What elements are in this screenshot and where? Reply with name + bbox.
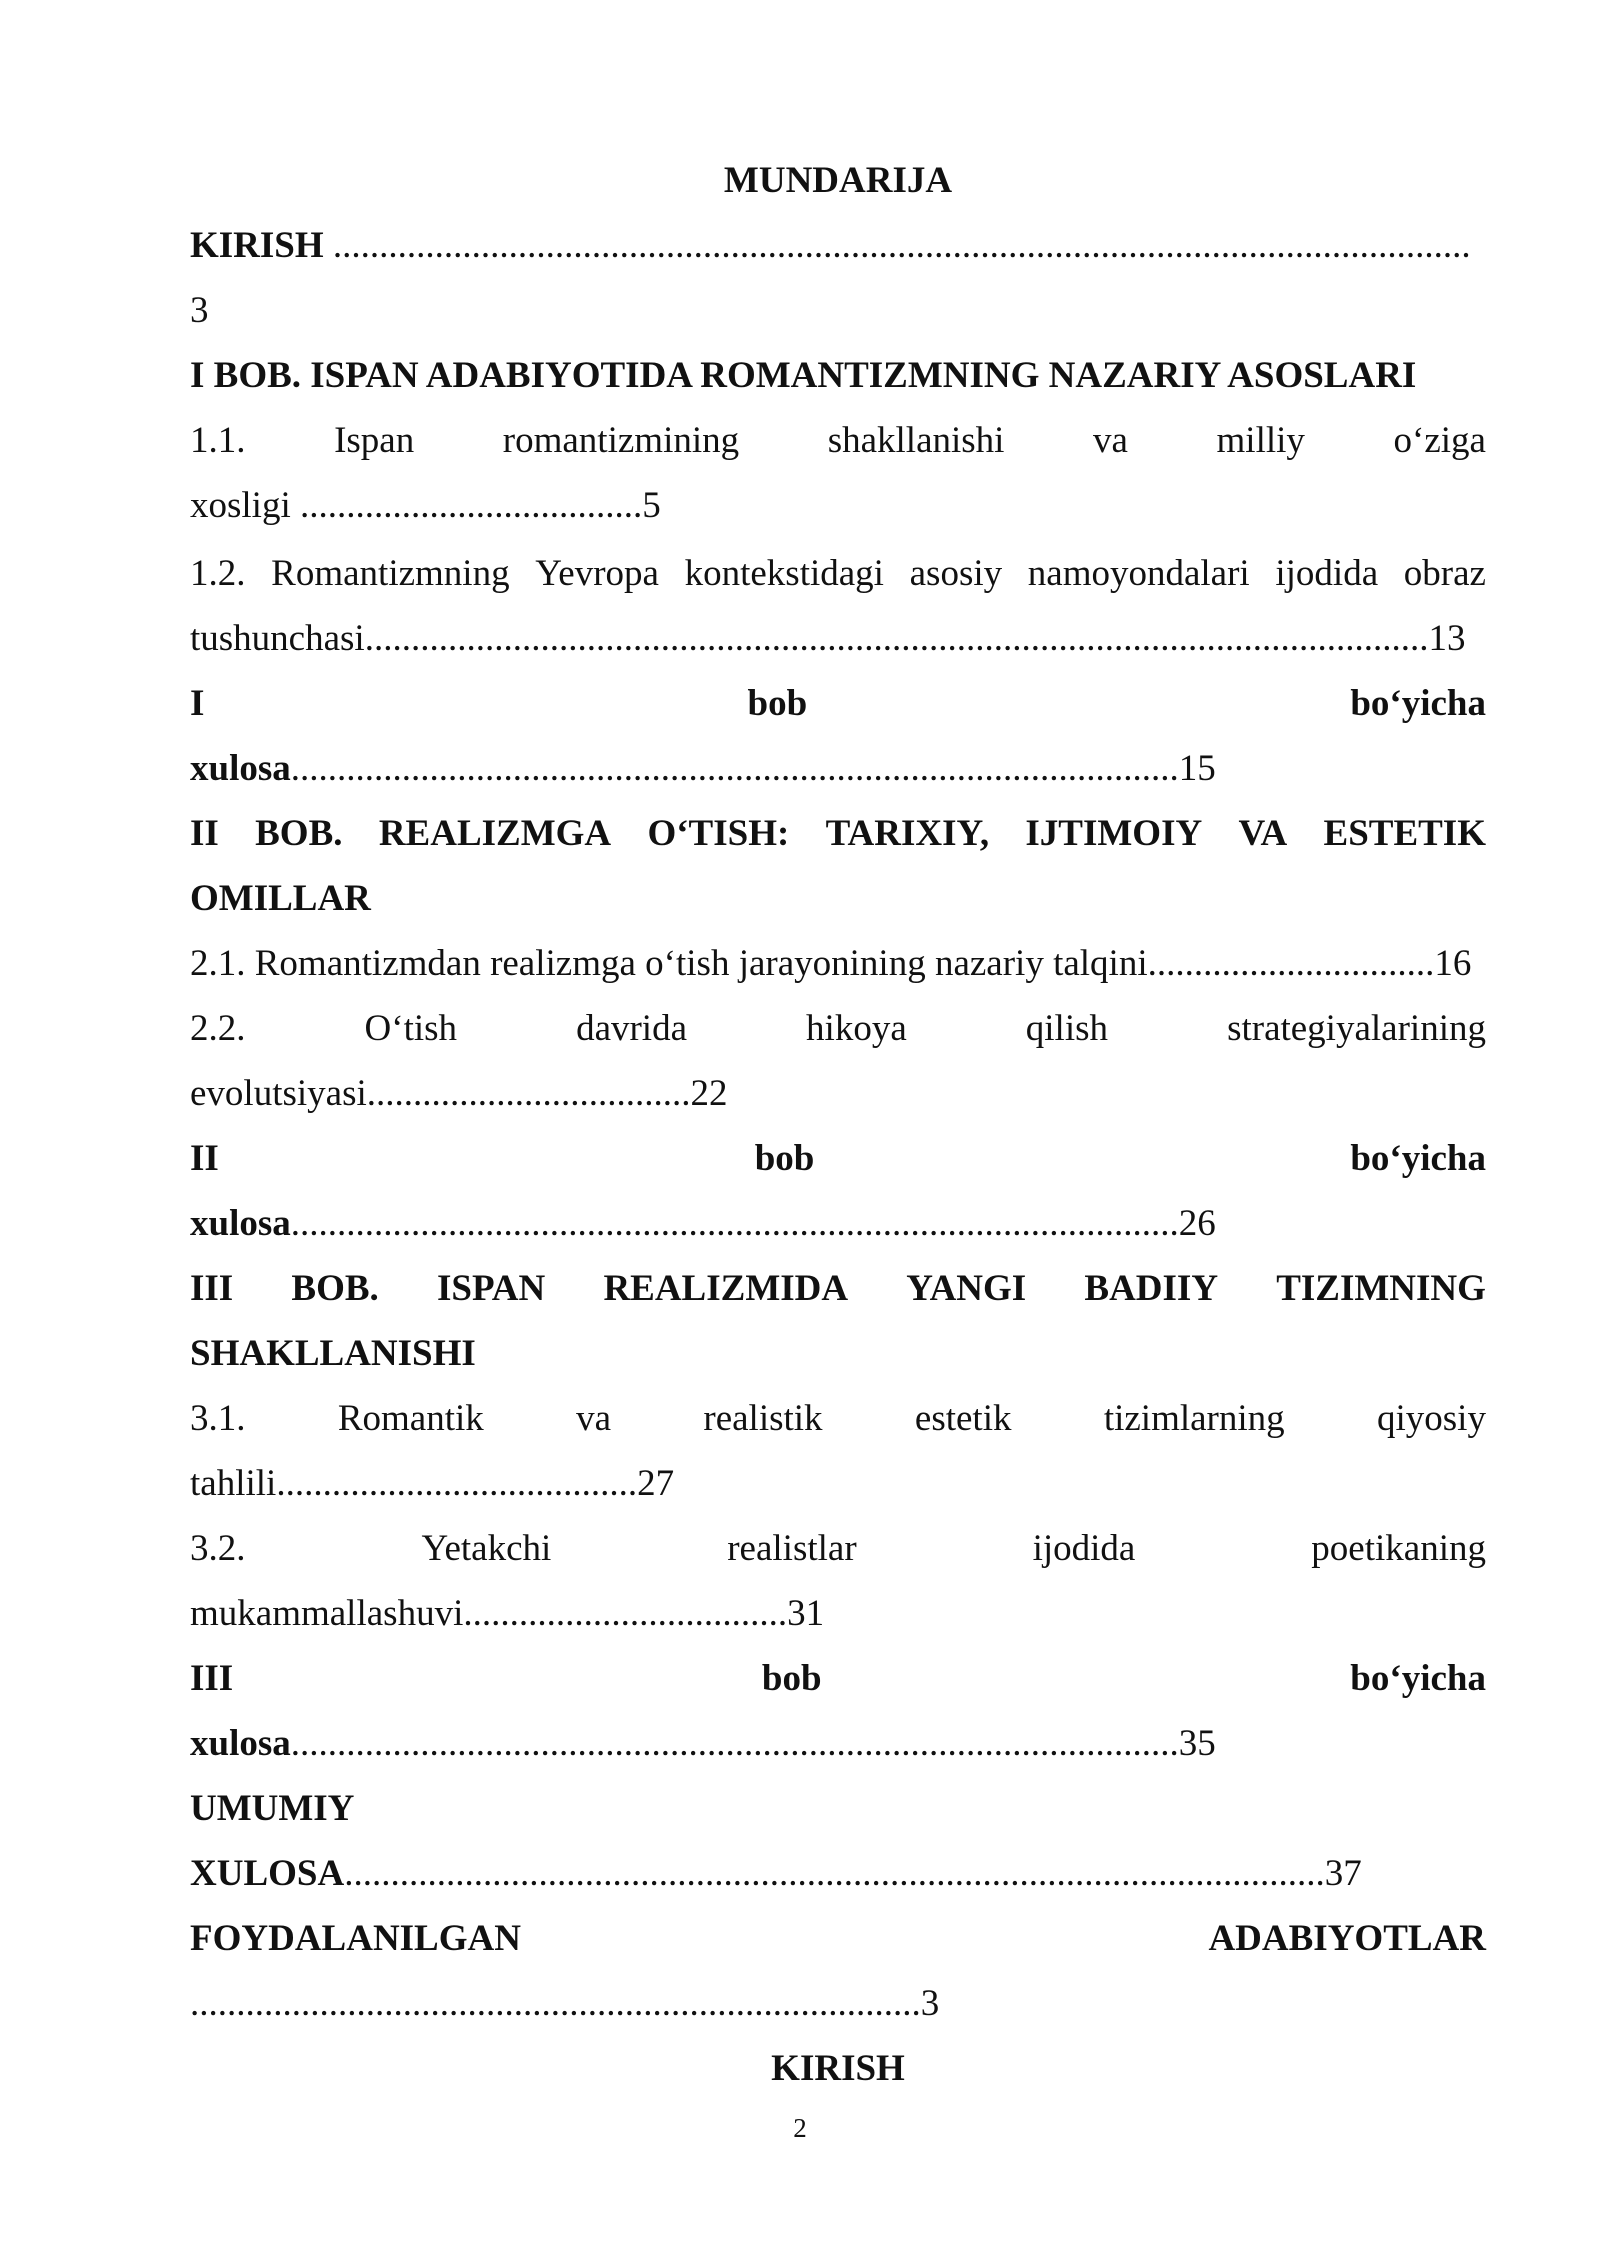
toc-entry-1-1-cont[interactable] bbox=[190, 473, 1486, 538]
toc-chapter-3-heading-cont[interactable]: SHAKLLANISHI bbox=[190, 1333, 476, 1374]
toc-word: ISPAN bbox=[436, 1268, 546, 1309]
toc-word: tizimlarning bbox=[1103, 1398, 1285, 1439]
toc-word: va bbox=[576, 1398, 612, 1439]
toc-entry-page: 27 bbox=[637, 1463, 675, 1504]
toc-chapter-1-conclusion[interactable] bbox=[190, 671, 1486, 736]
toc-word: III bbox=[190, 1268, 234, 1309]
toc-word: estetik bbox=[914, 1398, 1012, 1439]
toc-word: II bbox=[190, 1138, 219, 1179]
toc-entry-2-1[interactable] bbox=[190, 931, 1486, 996]
toc-entry-page: 3 bbox=[920, 1983, 940, 2024]
toc-word: bo‘yicha bbox=[1350, 1138, 1486, 1179]
toc-entry-text: mukammallashuvi................................... bbox=[190, 1593, 788, 1634]
toc-chapter-1-conclusion-cont[interactable] bbox=[190, 736, 1486, 801]
toc-word: Romantik bbox=[337, 1398, 484, 1439]
toc-word: bob bbox=[761, 1658, 822, 1699]
toc-entry-2-2-cont[interactable] bbox=[190, 1061, 1486, 1126]
toc-entry-1-1[interactable] bbox=[190, 408, 1486, 473]
toc-entry-label: XULOSA bbox=[190, 1853, 345, 1894]
toc-entry-page: 26 bbox=[1178, 1203, 1216, 1244]
toc-entry-3-1-cont[interactable] bbox=[190, 1451, 1486, 1516]
table-of-contents bbox=[190, 148, 1486, 2101]
toc-word: obraz bbox=[1403, 553, 1486, 594]
toc-word: Yevropa bbox=[535, 553, 659, 594]
toc-word: REALIZMIDA bbox=[603, 1268, 849, 1309]
toc-chapter-3-conclusion[interactable] bbox=[190, 1646, 1486, 1711]
toc-references-heading[interactable] bbox=[190, 1906, 1486, 1971]
toc-word: hikoya bbox=[806, 1008, 907, 1049]
toc-leader-dots: ................................................................................................ bbox=[290, 1203, 1179, 1244]
toc-word: YANGI bbox=[906, 1268, 1027, 1309]
toc-entry-page: 31 bbox=[787, 1593, 825, 1634]
page-number: 2 bbox=[793, 2113, 807, 2143]
toc-entry-page: 15 bbox=[1178, 748, 1216, 789]
toc-word: BADIIY bbox=[1084, 1268, 1219, 1309]
toc-word: O‘tish bbox=[364, 1008, 458, 1049]
toc-word: 2.2. bbox=[190, 1008, 246, 1049]
toc-word: namoyondalari bbox=[1027, 553, 1250, 594]
toc-entry-3-2-cont[interactable] bbox=[190, 1581, 1486, 1646]
toc-word: 3.1. bbox=[190, 1398, 246, 1439]
toc-word: realistlar bbox=[727, 1528, 857, 1569]
toc-word: strategiyalarining bbox=[1227, 1008, 1486, 1049]
toc-word: ADABIYOTLAR bbox=[1208, 1918, 1486, 1959]
toc-word: II bbox=[190, 813, 219, 854]
toc-entry-page: 37 bbox=[1324, 1853, 1362, 1894]
toc-entry-label: xulosa bbox=[190, 1203, 291, 1244]
toc-entry-page: 5 bbox=[642, 485, 661, 526]
toc-word: bob bbox=[747, 683, 808, 724]
toc-entry-page: 13 bbox=[1428, 618, 1466, 659]
toc-chapter-2-conclusion-cont[interactable] bbox=[190, 1191, 1486, 1256]
toc-word: qiyosiy bbox=[1377, 1398, 1486, 1439]
toc-entry-label: xulosa bbox=[190, 1723, 291, 1764]
toc-entry-2-2[interactable] bbox=[190, 996, 1486, 1061]
toc-word: realistik bbox=[703, 1398, 823, 1439]
toc-chapter-2-conclusion[interactable] bbox=[190, 1126, 1486, 1191]
toc-entry-text: tahlili....................................... bbox=[190, 1463, 638, 1504]
toc-entry-kirish[interactable] bbox=[190, 213, 1486, 278]
toc-leader-dots: ............................... bbox=[1147, 943, 1435, 984]
toc-chapter-3-conclusion-cont[interactable] bbox=[190, 1711, 1486, 1776]
toc-word: O‘TISH: bbox=[647, 813, 790, 854]
toc-word: FOYDALANILGAN bbox=[190, 1918, 521, 1959]
toc-word: 3.2. bbox=[190, 1528, 246, 1569]
toc-entry-text: evolutsiyasi................................... bbox=[190, 1073, 691, 1114]
toc-word: milliy bbox=[1216, 420, 1305, 461]
toc-word: TARIXIY, bbox=[825, 813, 990, 854]
toc-word: ESTETIK bbox=[1323, 813, 1486, 854]
toc-chapter-1-heading[interactable]: I BOB. ISPAN ADABIYOTIDA ROMANTIZMNING NAZARIY ASOSLARI bbox=[190, 355, 1417, 396]
toc-references-cont[interactable] bbox=[190, 1971, 1486, 2036]
toc-leader-dots: ........................................................................................................................... bbox=[323, 225, 1471, 266]
toc-word: Yetakchi bbox=[421, 1528, 552, 1569]
toc-leader-dots: ................................................................................................ bbox=[290, 1723, 1179, 1764]
toc-word: o‘ziga bbox=[1393, 420, 1486, 461]
toc-entry-text: xosligi ..................................... bbox=[190, 485, 643, 526]
next-section-heading: KIRISH bbox=[771, 2048, 905, 2089]
toc-entry-page: 16 bbox=[1434, 943, 1472, 984]
toc-entry-page: 35 bbox=[1178, 1723, 1216, 1764]
toc-word: davrida bbox=[576, 1008, 688, 1049]
toc-chapter-2-heading-cont[interactable]: OMILLAR bbox=[190, 878, 371, 919]
toc-entry-label: xulosa bbox=[190, 748, 291, 789]
toc-chapter-2-heading[interactable] bbox=[190, 801, 1486, 866]
toc-word: asosiy bbox=[909, 553, 1003, 594]
toc-word: bo‘yicha bbox=[1350, 683, 1486, 724]
toc-leader-dots: ............................................................................... bbox=[190, 1983, 921, 2024]
toc-entry-3-2[interactable] bbox=[190, 1516, 1486, 1581]
toc-chapter-3-heading[interactable] bbox=[190, 1256, 1486, 1321]
toc-word: III bbox=[190, 1658, 234, 1699]
toc-entry-label: KIRISH bbox=[190, 225, 324, 266]
toc-word: Ispan bbox=[334, 420, 415, 461]
toc-title: MUNDARIJA bbox=[723, 160, 953, 201]
toc-word: 1.1. bbox=[190, 420, 246, 461]
toc-word: I bbox=[190, 683, 205, 724]
toc-word: poetikaning bbox=[1311, 1528, 1486, 1569]
toc-word: TIZIMNING bbox=[1276, 1268, 1486, 1309]
toc-word: REALIZMGA bbox=[378, 813, 612, 854]
toc-word: bo‘yicha bbox=[1350, 1658, 1486, 1699]
toc-word: romantizmining bbox=[502, 420, 740, 461]
toc-leader-dots: ................................................................................................ bbox=[290, 748, 1179, 789]
toc-word: qilish bbox=[1025, 1008, 1109, 1049]
toc-word: 1.2. bbox=[190, 553, 246, 594]
toc-word: BOB. bbox=[255, 813, 343, 854]
toc-word: IJTIMOIY bbox=[1025, 813, 1203, 854]
toc-word: VA bbox=[1238, 813, 1288, 854]
toc-entry-text: 2.1. Romantizmdan realizmga o‘tish jarayonining nazariy talqini bbox=[190, 943, 1148, 984]
toc-entry-page: 3 bbox=[190, 290, 209, 331]
toc-word: Romantizmning bbox=[271, 553, 510, 594]
toc-entry-3-1[interactable] bbox=[190, 1386, 1486, 1451]
toc-general-conclusion-heading[interactable]: UMUMIY bbox=[190, 1788, 355, 1829]
toc-word: kontekstidagi bbox=[684, 553, 884, 594]
toc-word: ijodida bbox=[1275, 553, 1379, 594]
toc-word: BOB. bbox=[291, 1268, 379, 1309]
toc-entry-text: tushunchasi................................................................................................................... bbox=[190, 618, 1429, 659]
toc-word: va bbox=[1093, 420, 1128, 461]
toc-entry-1-2[interactable] bbox=[190, 541, 1486, 606]
toc-word: ijodida bbox=[1032, 1528, 1136, 1569]
toc-general-conclusion-cont[interactable] bbox=[190, 1841, 1486, 1906]
toc-entry-page: 22 bbox=[690, 1073, 728, 1114]
toc-word: bob bbox=[754, 1138, 815, 1179]
toc-leader-dots: .......................................................................................................... bbox=[344, 1853, 1325, 1894]
toc-word: shakllanishi bbox=[827, 420, 1005, 461]
toc-entry-1-2-cont[interactable] bbox=[190, 606, 1486, 671]
